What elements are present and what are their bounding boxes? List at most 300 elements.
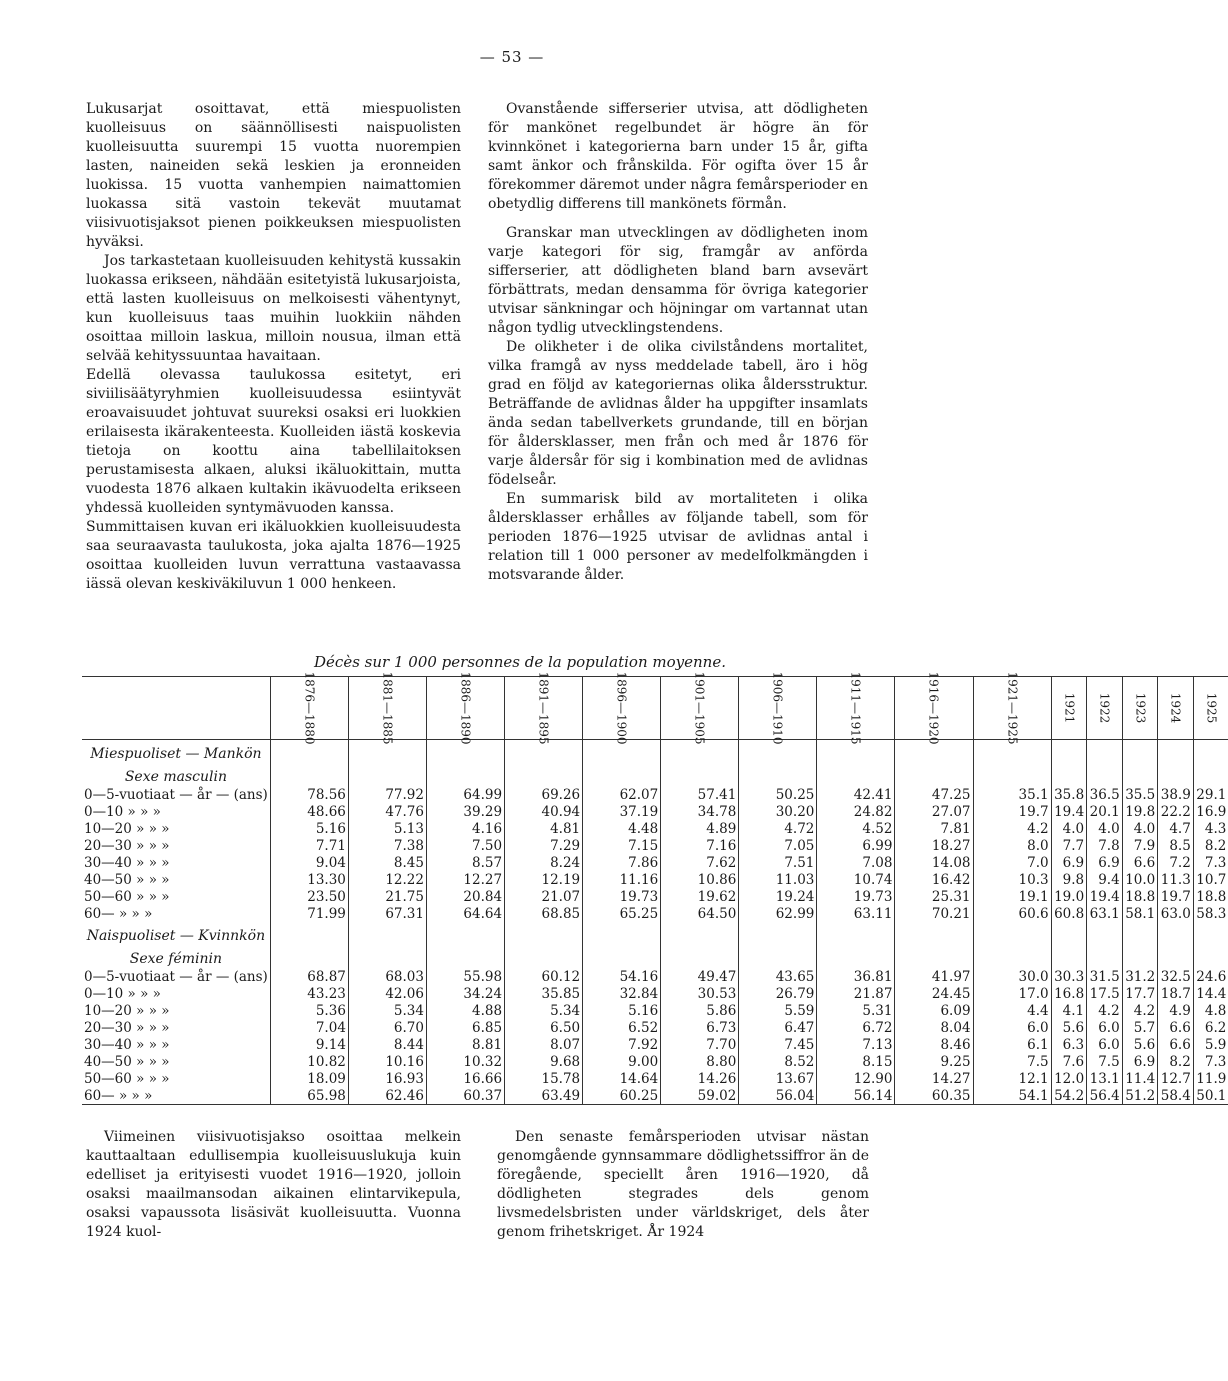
table-cell: 7.08: [817, 854, 895, 871]
table-cell: 6.99: [817, 837, 895, 854]
empty-cell: [1193, 740, 1228, 764]
table-cell: 5.16: [583, 1002, 661, 1019]
year-label: 1906—1910: [770, 671, 785, 745]
table-cell: 19.7: [973, 803, 1051, 820]
table-cell: 7.3: [1193, 1053, 1228, 1070]
swedish-text-bottom: [497, 1128, 869, 1242]
table-cell: 54.2: [1051, 1087, 1087, 1105]
row-label: 50—60 » » »: [84, 1070, 170, 1087]
table-cell: 65.98: [270, 1087, 348, 1105]
paragraph: Lukusarjat osoittavat, että miespuolisten kuolleisuus on säännöllisesti naispuolisten kuolleisuutta suurempi 15 vuotta nuorempien lasten, naineiden sekä leskien ja eronneiden luokissa. 15 vuotta vanhempien naimattomien luokassa sitä vastoin tekevät muutamat viisivuotisjaksot pienen poikkeuksen miespuolisten hyväksi.: [86, 101, 461, 250]
table-cell: 4.2: [973, 820, 1051, 837]
table-cell: 14.4: [1193, 985, 1228, 1002]
empty-cell: [1087, 740, 1123, 764]
year-header: [1158, 677, 1194, 740]
label-header: [82, 677, 270, 740]
table-cell: 6.2: [1193, 1019, 1228, 1036]
table-cell: 60.12: [505, 968, 583, 985]
year-label: 1896—1900: [614, 671, 629, 745]
empty-cell: [817, 763, 895, 786]
table-cell: 7.0: [973, 854, 1051, 871]
table-cell: 5.16: [270, 820, 348, 837]
table-row: [82, 1002, 1228, 1019]
table-cell: 8.81: [426, 1036, 504, 1053]
table-cell: 7.05: [739, 837, 817, 854]
table-cell: 7.8: [1087, 837, 1123, 854]
row-label: 10—20 » » »: [84, 1002, 170, 1019]
table-cell: 64.99: [426, 786, 504, 803]
section-header-row: [82, 922, 1228, 945]
year-label: 1924: [1168, 692, 1183, 724]
table-cell: 7.5: [1087, 1053, 1123, 1070]
table-cell: 6.70: [348, 1019, 426, 1036]
table-cell: 60.35: [895, 1087, 973, 1105]
empty-cell: [1193, 922, 1228, 945]
empty-cell: [426, 763, 504, 786]
empty-cell: [1087, 763, 1123, 786]
table-cell: 60.25: [583, 1087, 661, 1105]
swedish-text-top: [488, 100, 868, 585]
table-cell: 6.73: [661, 1019, 739, 1036]
table-row: [82, 854, 1228, 871]
year-header: [1122, 677, 1158, 740]
table-cell: 7.51: [739, 854, 817, 871]
empty-cell: [1158, 922, 1194, 945]
section-header-row: [82, 763, 1228, 786]
table-header-row: [82, 677, 1228, 740]
table-cell: 48.66: [270, 803, 348, 820]
year-header: [895, 671, 973, 745]
table-row: [82, 968, 1228, 985]
finnish-text-top: [86, 100, 461, 594]
row-label: 0—10 » » »: [84, 803, 161, 820]
table-cell: 32.84: [583, 985, 661, 1002]
section-title: Sexe féminin: [129, 951, 223, 967]
table-cell: 6.0: [973, 1019, 1051, 1036]
table-cell: 6.6: [1122, 854, 1158, 871]
year-header: [505, 671, 583, 745]
empty-cell: [1122, 945, 1158, 968]
table-cell: 58.4: [1158, 1087, 1194, 1105]
year-label: 1921: [1061, 692, 1076, 724]
table-row: [82, 905, 1228, 922]
table-cell: 24.82: [817, 803, 895, 820]
year-label: 1876—1880: [302, 671, 317, 745]
table-cell: 43.23: [270, 985, 348, 1002]
year-label: 1916—1920: [926, 671, 941, 745]
table-cell: 54.1: [973, 1087, 1051, 1105]
table-cell: 21.75: [348, 888, 426, 905]
table-cell: 60.37: [426, 1087, 504, 1105]
empty-cell: [661, 945, 739, 968]
table-cell: 67.31: [348, 905, 426, 922]
table-cell: 5.6: [1051, 1019, 1087, 1036]
table-cell: 5.9: [1193, 1036, 1228, 1053]
table-cell: 56.4: [1087, 1087, 1123, 1105]
paragraph: Ovanstående sifferserier utvisa, att dödligheten för mankönet regelbundet är högre än för kvinnkönet i kategorierna barn under 15 år, gifta samt änkor och frånskilda. För ogifta över 15 år förekommer däremot under några femårsperioder en obetydlig differens till mankönets förmån.: [488, 101, 868, 212]
table-cell: 58.3: [1193, 905, 1228, 922]
year-label: 1922: [1097, 692, 1112, 724]
table-cell: 19.73: [583, 888, 661, 905]
row-label: 0—5-vuotiaat — år — (ans): [84, 786, 268, 803]
table-cell: 11.9: [1193, 1070, 1228, 1087]
table-cell: 7.13: [817, 1036, 895, 1053]
row-label: 10—20 » » »: [84, 820, 170, 837]
empty-cell: [1158, 740, 1194, 764]
table-cell: 34.24: [426, 985, 504, 1002]
table-cell: 12.22: [348, 871, 426, 888]
row-label: 60— » » »: [82, 1087, 270, 1105]
empty-cell: [661, 763, 739, 786]
empty-cell: [583, 922, 661, 945]
table-cell: 71.99: [270, 905, 348, 922]
table-cell: 13.30: [270, 871, 348, 888]
row-label: 40—50 » » »: [84, 1053, 170, 1070]
table-cell: 20.1: [1087, 803, 1123, 820]
empty-cell: [270, 945, 348, 968]
table-cell: 69.26: [505, 786, 583, 803]
table-caption: Décès sur 1 000 personnes de la population moyenne.: [314, 653, 726, 671]
table-cell: 6.52: [583, 1019, 661, 1036]
table-cell: 6.9: [1122, 1053, 1158, 1070]
table-cell: 26.79: [739, 985, 817, 1002]
table-row: [82, 1036, 1228, 1053]
paragraph: Viimeinen viisivuotisjakso osoittaa melkein kauttaaltaan edullisempia kuolleisuuslukuja kuin edelliset ja erityisesti vuodet 1916—1920, jolloin osaksi maailmansodan aikainen elintarvikepula, osaksi vapaussota lisäsivät kuolleisuutta. Vuonna 1924 kuol-: [86, 1129, 461, 1240]
table-cell: 6.3: [1051, 1036, 1087, 1053]
table-cell: 8.15: [817, 1053, 895, 1070]
table-cell: 19.7: [1158, 888, 1194, 905]
row-label: 50—60 » » »: [84, 888, 170, 905]
table-cell: 39.29: [426, 803, 504, 820]
table-cell: 19.1: [973, 888, 1051, 905]
table-cell: 4.0: [1051, 820, 1087, 837]
table-cell: 19.24: [739, 888, 817, 905]
table-cell: 6.85: [426, 1019, 504, 1036]
year-label: 1923: [1132, 692, 1147, 724]
table-cell: 14.26: [661, 1070, 739, 1087]
table-cell: 31.2: [1122, 968, 1158, 985]
table-cell: 11.4: [1122, 1070, 1158, 1087]
table-cell: 7.71: [270, 837, 348, 854]
table-cell: 35.5: [1122, 786, 1158, 803]
table-cell: 9.14: [270, 1036, 348, 1053]
year-label: 1921—1925: [1005, 671, 1020, 745]
table-cell: 17.5: [1087, 985, 1123, 1002]
table-cell: 6.0: [1087, 1019, 1123, 1036]
table-cell: 20.84: [426, 888, 504, 905]
table-cell: 5.34: [348, 1002, 426, 1019]
table-cell: 8.2: [1158, 1053, 1194, 1070]
empty-cell: [505, 922, 583, 945]
paragraph: Den senaste femårsperioden utvisar nästan genomgående gynnsammare dödlighetssiffror än de föregående, speciellt åren 1916—1920, då dödligheten stegrades dels genom livsmedelsbristen under världskriget, dels åter genom frihetskriget. År 1924: [497, 1129, 869, 1240]
table-cell: 7.45: [739, 1036, 817, 1053]
table-cell: 38.9: [1158, 786, 1194, 803]
empty-cell: [583, 945, 661, 968]
table-cell: 11.03: [739, 871, 817, 888]
empty-cell: [348, 945, 426, 968]
table-cell: 18.8: [1193, 888, 1228, 905]
table-cell: 6.50: [505, 1019, 583, 1036]
table-cell: 6.6: [1158, 1019, 1194, 1036]
year-header: [583, 671, 661, 745]
table-cell: 50.1: [1193, 1087, 1228, 1105]
paragraph: Summittaisen kuvan eri ikäluokkien kuolleisuudesta saa seuraavasta taulukosta, joka ajalta 1876—1925 osoittaa kuolleiden luvun verrattuna vastaavassa iässä olevan keskiväkiluvun 1 000 henkeen.: [86, 519, 461, 592]
table-cell: 68.85: [505, 905, 583, 922]
table-cell: 4.72: [739, 820, 817, 837]
table-cell: 12.7: [1158, 1070, 1194, 1087]
table-cell: 43.65: [739, 968, 817, 985]
table-cell: 10.82: [270, 1053, 348, 1070]
table-row: [82, 985, 1228, 1002]
year-header: [739, 671, 817, 745]
table-cell: 4.52: [817, 820, 895, 837]
table-cell: 7.2: [1158, 854, 1194, 871]
table-cell: 4.0: [1087, 820, 1123, 837]
table-cell: 24.6: [1193, 968, 1228, 985]
table-cell: 60.6: [973, 905, 1051, 922]
table-cell: 49.47: [661, 968, 739, 985]
table-cell: 4.3: [1193, 820, 1228, 837]
table-cell: 6.6: [1158, 1036, 1194, 1053]
empty-cell: [973, 945, 1051, 968]
row-label: 20—30 » » »: [84, 1019, 170, 1036]
table-cell: 7.62: [661, 854, 739, 871]
table-cell: 51.2: [1122, 1087, 1158, 1105]
year-label: 1925: [1204, 692, 1219, 724]
table-cell: 8.44: [348, 1036, 426, 1053]
table-cell: 62.99: [739, 905, 817, 922]
table-cell: 17.7: [1122, 985, 1158, 1002]
empty-cell: [1122, 922, 1158, 945]
table-row: [82, 837, 1228, 854]
table-cell: 4.4: [973, 1002, 1051, 1019]
table-cell: 64.50: [661, 905, 739, 922]
empty-cell: [583, 763, 661, 786]
table-cell: 22.2: [1158, 803, 1194, 820]
table-cell: 7.5: [973, 1053, 1051, 1070]
table-cell: 5.59: [739, 1002, 817, 1019]
section-title: Naispuoliset — Kvinnkön: [86, 928, 266, 944]
table-cell: 7.29: [505, 837, 583, 854]
year-header: [348, 671, 426, 745]
table-cell: 18.8: [1122, 888, 1158, 905]
table-cell: 19.62: [661, 888, 739, 905]
table-cell: 7.9: [1122, 837, 1158, 854]
table-cell: 21.07: [505, 888, 583, 905]
table-cell: 62.07: [583, 786, 661, 803]
table-cell: 12.27: [426, 871, 504, 888]
table-cell: 25.31: [895, 888, 973, 905]
empty-cell: [1193, 945, 1228, 968]
empty-cell: [895, 945, 973, 968]
table-cell: 77.92: [348, 786, 426, 803]
table-cell: 7.70: [661, 1036, 739, 1053]
table-cell: 13.67: [739, 1070, 817, 1087]
paragraph: Jos tarkastetaan kuolleisuuden kehitystä kussakin luokassa erikseen, nähdään esitetyistä lukusarjoista, että lasten kuolleisuus on melkoisesti vähentynyt, kun kuolleisuus taas muihin luokkiin nähden osoittaa milloin laskua, milloin nousua, ilman että selvää kehityssuuntaa havaitaan.: [86, 253, 461, 364]
empty-cell: [1122, 740, 1158, 764]
mortality-table: [82, 671, 1228, 1105]
table-cell: 16.8: [1051, 985, 1087, 1002]
table-cell: 4.0: [1122, 820, 1158, 837]
table-cell: 10.3: [973, 871, 1051, 888]
paragraph: Granskar man utvecklingen av dödligheten inom varje kategori för sig, framgår av anförda sifferserier, att dödligheten bland barn avsevärt förbättrats, medan densamma för övriga kategorier utvisar sänkningar och höjningar om vartannat utan någon tydlig utvecklingstendens.: [488, 225, 868, 336]
table-cell: 68.03: [348, 968, 426, 985]
table-cell: 14.27: [895, 1070, 973, 1087]
empty-cell: [1051, 763, 1087, 786]
year-header: [1051, 677, 1087, 740]
table-cell: 10.86: [661, 871, 739, 888]
table-cell: 70.21: [895, 905, 973, 922]
table-row: [82, 1087, 1228, 1105]
table-cell: 42.41: [817, 786, 895, 803]
table-cell: 6.9: [1051, 854, 1087, 871]
table-cell: 55.98: [426, 968, 504, 985]
table-cell: 7.3: [1193, 854, 1228, 871]
year-header: [661, 671, 739, 745]
empty-cell: [661, 922, 739, 945]
empty-cell: [739, 945, 817, 968]
table-cell: 8.24: [505, 854, 583, 871]
table-row: [82, 871, 1228, 888]
table-cell: 8.52: [739, 1053, 817, 1070]
table-row: [82, 786, 1228, 803]
table-cell: 30.53: [661, 985, 739, 1002]
table-cell: 5.6: [1122, 1036, 1158, 1053]
table-cell: 35.85: [505, 985, 583, 1002]
empty-cell: [1051, 922, 1087, 945]
empty-cell: [739, 763, 817, 786]
year-header: [973, 671, 1051, 745]
table-cell: 7.04: [270, 1019, 348, 1036]
table-row: [82, 803, 1228, 820]
table-cell: 4.81: [505, 820, 583, 837]
table-cell: 19.4: [1051, 803, 1087, 820]
table-row: [82, 1019, 1228, 1036]
row-label: 60— » » »: [84, 905, 153, 922]
table-cell: 6.09: [895, 1002, 973, 1019]
table-cell: 19.73: [817, 888, 895, 905]
table-cell: 8.0: [973, 837, 1051, 854]
year-label: 1891—1895: [536, 671, 551, 745]
table-cell: 36.5: [1087, 786, 1123, 803]
table-cell: 15.78: [505, 1070, 583, 1087]
empty-cell: [1087, 945, 1123, 968]
table-cell: 8.07: [505, 1036, 583, 1053]
table-cell: 58.1: [1122, 905, 1158, 922]
table-cell: 5.7: [1122, 1019, 1158, 1036]
table-cell: 62.46: [348, 1087, 426, 1105]
year-header: [1193, 677, 1228, 740]
row-label: 0—10 » » »: [84, 985, 161, 1002]
table-cell: 12.19: [505, 871, 583, 888]
row-label: 40—50 » » »: [84, 871, 170, 888]
empty-cell: [426, 922, 504, 945]
table-cell: 16.42: [895, 871, 973, 888]
table-cell: 7.6: [1051, 1053, 1087, 1070]
table-cell: 19.8: [1122, 803, 1158, 820]
table-cell: 42.06: [348, 985, 426, 1002]
section-header-row: [82, 740, 1228, 764]
row-label: 30—40 » » »: [84, 1036, 170, 1053]
year-header: [817, 671, 895, 745]
empty-cell: [1158, 945, 1194, 968]
table-cell: 14.64: [583, 1070, 661, 1087]
empty-cell: [1051, 945, 1087, 968]
table-row: [82, 1070, 1228, 1087]
table-cell: 8.46: [895, 1036, 973, 1053]
table-cell: 6.72: [817, 1019, 895, 1036]
table-cell: 11.3: [1158, 871, 1194, 888]
empty-cell: [505, 945, 583, 968]
paragraph: Edellä olevassa taulukossa esitetyt, eri siviilisäätyryhmien kuolleisuudessa esiintyvät eroavaisuudet johtuvat suureksi osaksi eri luokkien erilaisesta ikärakenteesta. Kuolleiden iästä koskevia tietoja on koottu aina tabellilaitoksen perustamisesta alkaen, aluksi ikäluokittain, mutta vuodesta 1876 alkaen kultakin ikävuodelta erikseen yhdessä kuolleiden syntymävuoden kanssa.: [86, 367, 461, 516]
table-cell: 7.81: [895, 820, 973, 837]
table-cell: 60.8: [1051, 905, 1087, 922]
table-cell: 5.86: [661, 1002, 739, 1019]
year-label: 1881—1885: [380, 671, 395, 745]
table-cell: 9.8: [1051, 871, 1087, 888]
table-cell: 10.16: [348, 1053, 426, 1070]
table-cell: 6.47: [739, 1019, 817, 1036]
empty-cell: [1122, 763, 1158, 786]
table-cell: 63.0: [1158, 905, 1194, 922]
year-header: [270, 671, 348, 745]
table-cell: 8.45: [348, 854, 426, 871]
table-cell: 50.25: [739, 786, 817, 803]
table-cell: 18.7: [1158, 985, 1194, 1002]
section-header-row: [82, 945, 1228, 968]
empty-cell: [739, 922, 817, 945]
empty-cell: [1158, 763, 1194, 786]
empty-cell: [348, 763, 426, 786]
table-cell: 8.80: [661, 1053, 739, 1070]
table-cell: 10.7: [1193, 871, 1228, 888]
table-cell: 4.1: [1051, 1002, 1087, 1019]
year-label: 1901—1905: [692, 671, 707, 745]
table-cell: 9.25: [895, 1053, 973, 1070]
table-cell: 7.92: [583, 1036, 661, 1053]
table-cell: 63.11: [817, 905, 895, 922]
table-cell: 16.9: [1193, 803, 1228, 820]
table-cell: 56.04: [739, 1087, 817, 1105]
table-cell: 8.57: [426, 854, 504, 871]
table-cell: 9.00: [583, 1053, 661, 1070]
table-cell: 78.56: [270, 786, 348, 803]
table-cell: 4.2: [1087, 1002, 1123, 1019]
table-cell: 4.89: [661, 820, 739, 837]
table-cell: 5.31: [817, 1002, 895, 1019]
table-cell: 9.04: [270, 854, 348, 871]
row-label: 20—30 » » »: [84, 837, 170, 854]
table-cell: 5.13: [348, 820, 426, 837]
year-header: [426, 671, 504, 745]
table-cell: 4.8: [1193, 1002, 1228, 1019]
table-cell: 63.49: [505, 1087, 583, 1105]
table-cell: 17.0: [973, 985, 1051, 1002]
table-cell: 19.0: [1051, 888, 1087, 905]
empty-cell: [973, 763, 1051, 786]
table-cell: 13.1: [1087, 1070, 1123, 1087]
table-cell: 4.88: [426, 1002, 504, 1019]
table-cell: 16.93: [348, 1070, 426, 1087]
table-cell: 37.19: [583, 803, 661, 820]
empty-cell: [426, 945, 504, 968]
table-cell: 34.78: [661, 803, 739, 820]
table-row: [82, 1053, 1228, 1070]
table-cell: 4.7: [1158, 820, 1194, 837]
empty-cell: [1051, 740, 1087, 764]
table-cell: 29.1: [1193, 786, 1228, 803]
table-cell: 36.81: [817, 968, 895, 985]
